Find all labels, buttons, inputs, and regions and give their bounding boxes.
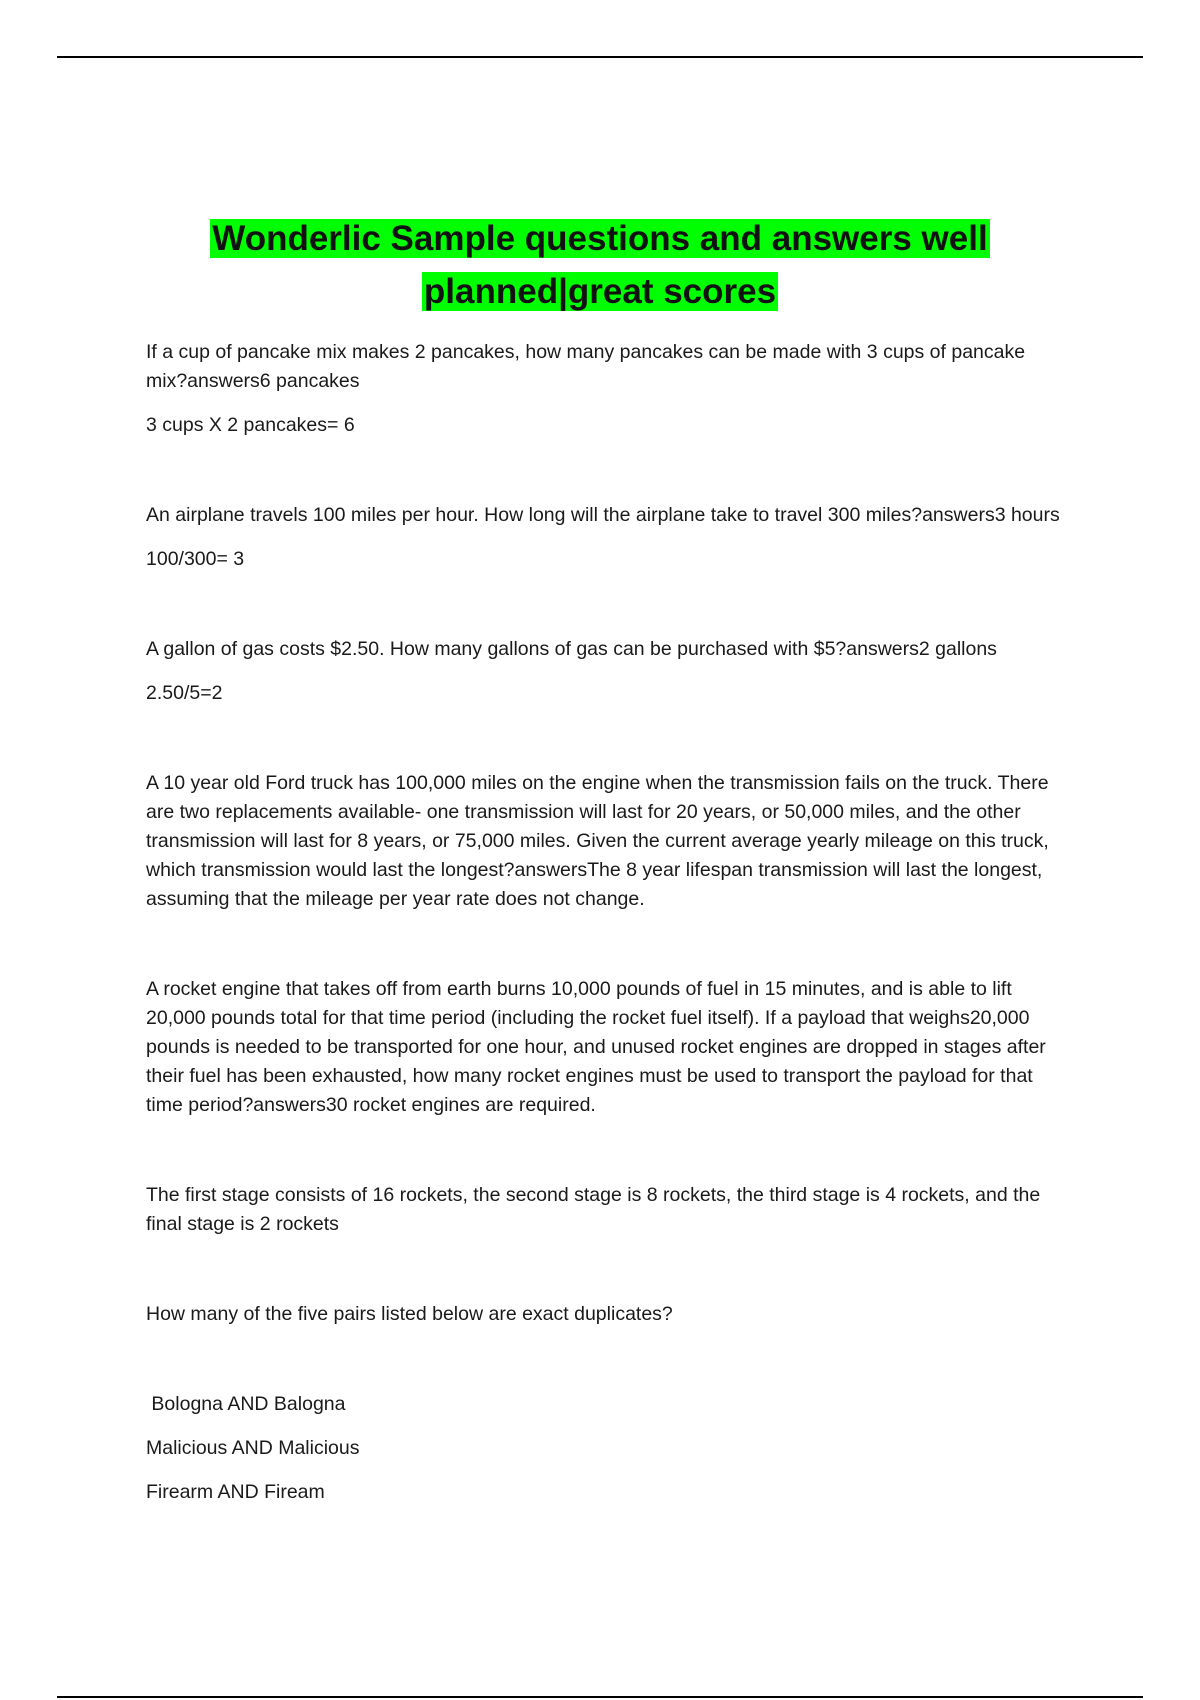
working-3: 2.50/5=2 <box>146 682 223 704</box>
working-1: 3 cups X 2 pancakes= 6 <box>146 414 355 436</box>
bottom-rule <box>57 1696 1143 1698</box>
document-body <box>146 338 1066 1507</box>
question-2: An airplane travels 100 miles per hour. How long will the airplane take to travel 300 miles?answers3 hours <box>146 504 1060 526</box>
question-3: A gallon of gas costs $2.50. How many gallons of gas can be purchased with $5?answers2 gallons <box>146 638 997 660</box>
pair-1: Bologna AND Balogna <box>146 1393 346 1415</box>
pair-3: Firearm AND Fiream <box>146 1481 325 1503</box>
question-6: The first stage consists of 16 rockets, the second stage is 8 rockets, the third stage is 4 rockets, and the final stage is 2 rockets <box>146 1184 1041 1235</box>
title-line-2: planned|great scores <box>423 272 777 311</box>
pair-2: Malicious AND Malicious <box>146 1437 360 1459</box>
question-7: How many of the five pairs listed below are exact duplicates? <box>146 1303 673 1325</box>
top-rule <box>57 56 1143 58</box>
question-5: A rocket engine that takes off from earth burns 10,000 pounds of fuel in 15 minutes, and is able to lift 20,000 pounds total for that time period (including the rocket fuel itself). If a payload that weighs20,000 pounds is needed to be transported for one hour, and unused rocket engines are dropped in stages after their fuel has been exhausted, how many rocket engines must be used to transport the payload for that time period?answers30 rocket engines are required. <box>146 978 1046 1116</box>
question-4: A 10 year old Ford truck has 100,000 miles on the engine when the transmission fails on the truck. There are two replacements available- one transmission will last for 20 years, or 50,000 miles, and the other transmission will last for 8 years, or 75,000 miles. Given the current average yearly mileage on this truck, which transmission would last the longest?answersThe 8 year lifespan transmission will last the longest, assuming that the mileage per year rate does not change. <box>146 772 1049 910</box>
title-line-1: Wonderlic Sample questions and answers well <box>212 219 988 258</box>
working-2: 100/300= 3 <box>146 548 245 570</box>
question-1: If a cup of pancake mix makes 2 pancakes, how many pancakes can be made with 3 cups of pancake mix?answers6 pancakes <box>146 341 1026 392</box>
document-title <box>100 212 1100 318</box>
